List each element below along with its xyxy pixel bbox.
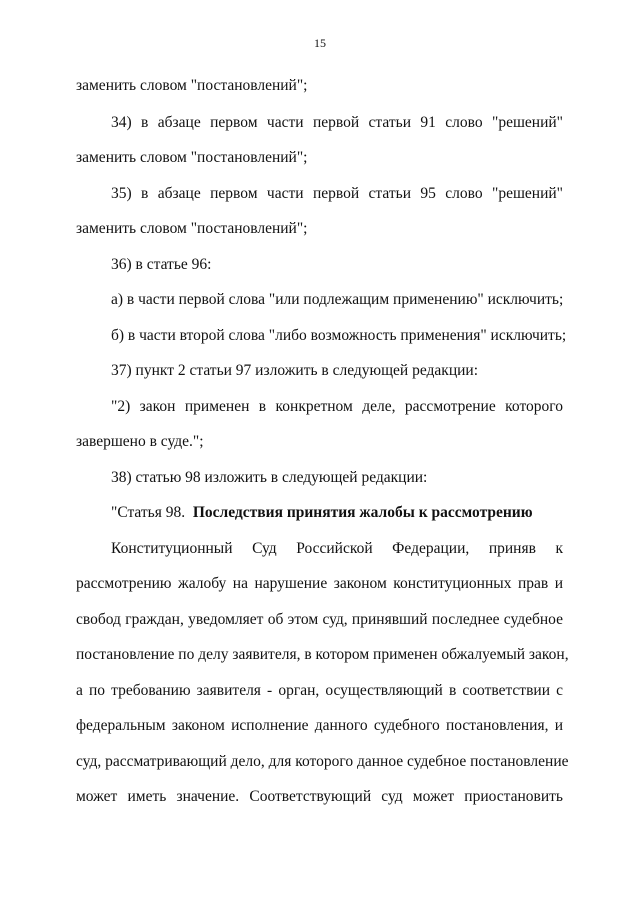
item-36a-line: а) в части первой слова "или подлежащим применению" исключить; [111,291,564,308]
item-36-line: 36) в статье 96: [111,256,212,273]
text-line: заменить словом "постановлений"; [76,220,308,237]
body-line: Конституционный Суд Российской Федерации, приняв к [111,540,563,557]
body-line: федеральным законом исполнение данного судебного постановления, и [76,717,563,734]
article-prefix: "Статья 98. [111,504,186,521]
item-34-line: 34) в абзаце первом части первой статьи 91 слово "решений" [111,114,563,131]
body-line: может иметь значение. Соответствующий суд может приостановить [76,788,563,805]
article-title: Последствия принятия жалобы к рассмотрению [192,504,533,521]
body-line: свобод граждан, уведомляет об этом суд, принявший последнее судебное [76,611,563,628]
text-line: заменить словом "постановлений"; [76,149,308,166]
body-line: а по требованию заявителя - орган, осуществляющий в соответствии с [76,682,563,699]
item-35-line: 35) в абзаце первом части первой статьи 95 слово "решений" [111,185,563,202]
item-37-line: 37) пункт 2 статьи 97 изложить в следующей редакции: [111,362,479,379]
text-line: завершено в суде."; [76,433,204,450]
page-number: 15 [314,36,326,50]
body-line: рассмотрению жалобу на нарушение законом конституционных прав и [76,575,563,592]
article-heading [111,503,563,523]
item-36b-line: б) в части второй слова "либо возможность применения" исключить; [111,327,567,344]
item-38-line: 38) статью 98 изложить в следующей редакции: [111,469,428,486]
text-line: заменить словом "постановлений"; [76,77,308,94]
body-line: постановление по делу заявителя, в котором применен обжалуемый закон, [76,646,569,663]
quoted-line: "2) закон применен в конкретном деле, рассмотрение которого [111,398,563,415]
body-line: суд, рассматривающий дело, для которого данное судебное постановление [76,753,569,770]
